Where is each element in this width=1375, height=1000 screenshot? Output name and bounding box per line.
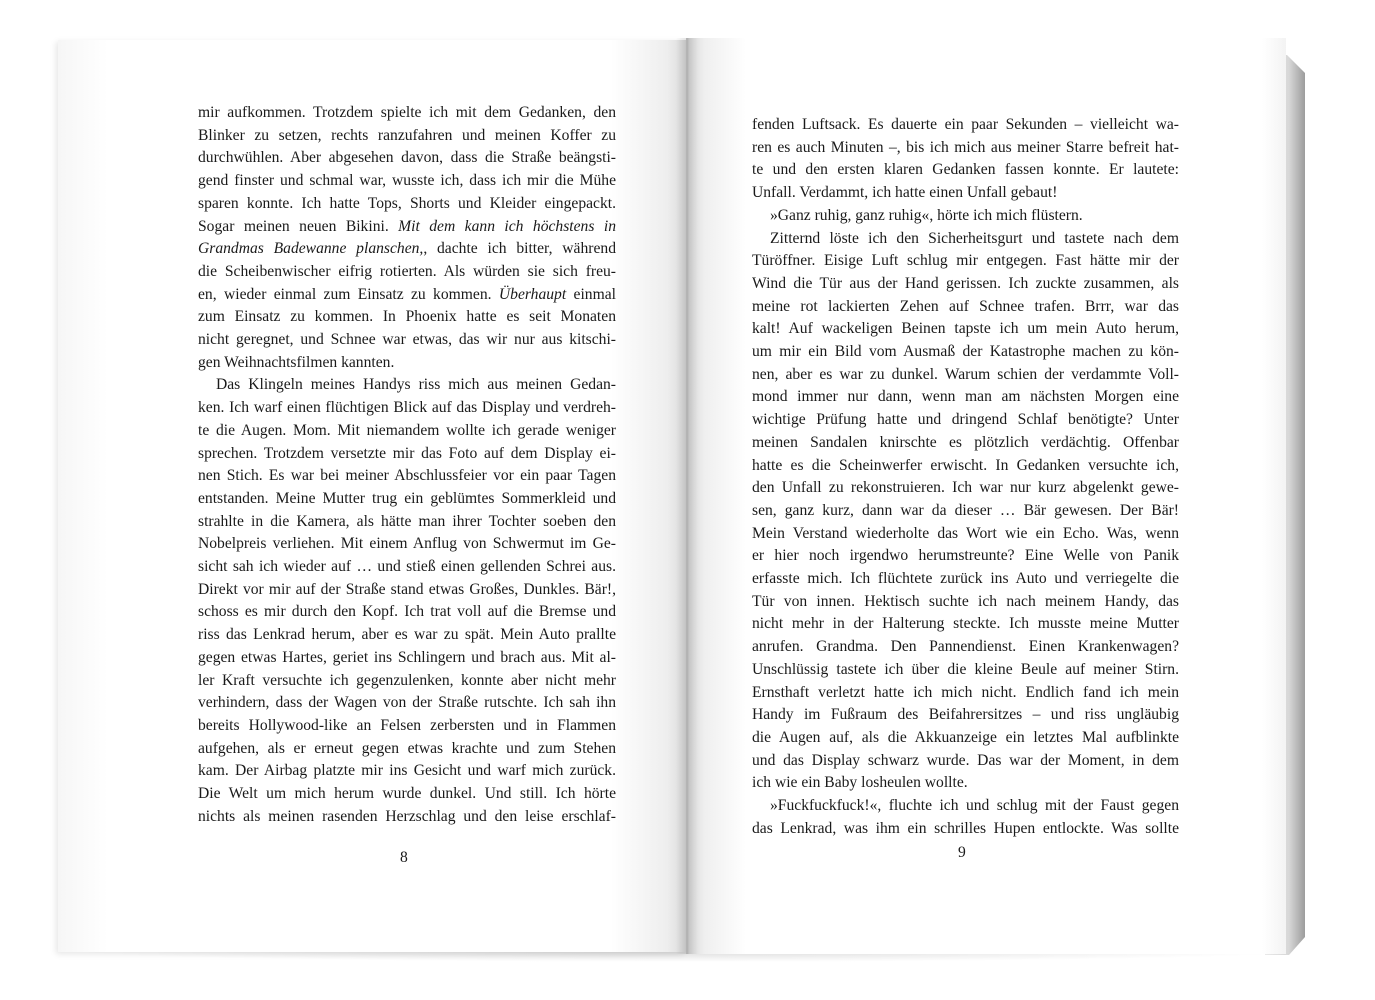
text-line: mir aufkommen. Trotzdem spielte ich mit dem Gedanken, den — [198, 104, 616, 121]
text-line: hatte es die Scheinwerfer erwischt. In Gedanken versuchte ich, — [752, 456, 1179, 474]
text-segment: , dachte ich bitter, während — [423, 240, 616, 258]
text-line: und das Display schwarz wurde. Das war der Moment, in dem — [752, 751, 1179, 769]
text-line: wichtige Prüfung hatte und dringend Schlaf benötigte? Unter — [752, 411, 1179, 429]
text-line: te die Augen. Mom. Mit niemandem wollte ich gerade weniger — [198, 421, 616, 439]
text-line: te und den ersten klaren Gedanken fassen konnte. Er lautete: — [752, 161, 1179, 179]
text-line: erfasste mich. Ich flüchtete zurück ins Auto und verriegelte die — [752, 570, 1179, 588]
text-line: ler Kraft versuchte ich gegenzulenken, konnte aber nicht mehr — [198, 671, 616, 689]
italic-text: Mit dem kann ich höchstens in — [398, 217, 616, 235]
text-line: nicht mehr in der Halterung steckte. Ich musste meine Mutter — [752, 615, 1179, 633]
text-line: Zitternd löste ich den Sicherheitsgurt und tastete nach dem — [770, 229, 1179, 247]
text-line: »Ganz ruhig, ganz ruhig«, hörte ich mich flüstern. — [770, 206, 1083, 224]
text-line: Das Klingeln meines Handys riss mich aus meinen Gedan- — [216, 376, 616, 394]
book-gutter — [676, 38, 698, 954]
text-line: ken. Ich warf einen flüchtigen Blick auf das Display und verdreh- — [198, 399, 616, 417]
text-line: Wind die Tür aus der Hand gerissen. Ich zuckte zusammen, als — [752, 274, 1179, 292]
text-line — [198, 284, 616, 307]
text-line: gen Weihnachtsfilmen kannten. — [198, 353, 395, 371]
text-line: schoss es mir durch den Kopf. Ich trat voll auf die Bremse und — [198, 603, 616, 621]
text-line: Die Welt um mich herum wurde dunkel. Und still. Ich hörte — [198, 785, 616, 803]
text-line: mond immer nur dann, wenn man am nächsten Morgen eine — [752, 388, 1179, 406]
text-line: entstanden. Meine Mutter trug ein geblümtes Sommerkleid und — [198, 489, 616, 507]
text-line: sicht sah ich wieder auf … und stieß einen gellenden Schrei aus. — [198, 558, 616, 576]
text-line: sprechen. Trotzdem versetzte mir das Foto auf dem Display ei- — [198, 444, 616, 462]
text-line: kam. Der Airbag platzte mir ins Gesicht und warf mich zurück. — [198, 762, 616, 780]
page-number-right: 9 — [958, 844, 966, 861]
text-line: sen, ganz kurz, dann war da dieser … Bär gewesen. Der Bär! — [752, 501, 1179, 519]
text-line: Türöffner. Eisige Luft schlug mir entgegen. Fast hätte mir der — [752, 252, 1179, 270]
text-line: gend finster und schmal war, wusste ich, dass ich mir die Mühe — [198, 172, 616, 190]
text-line — [198, 238, 616, 261]
text-line: durchwühlen. Aber abgesehen davon, dass die Straße beängsti- — [198, 149, 616, 167]
text-line: Mein Verstand wiederholte das Wort wie ein Echo. Was, wenn — [752, 524, 1179, 542]
text-line: Unfall. Verdammt, ich hatte einen Unfall gebaut! — [752, 184, 1058, 202]
text-line: fenden Luftsack. Es dauerte ein paar Sekunden – vielleicht wa- — [752, 116, 1179, 133]
text-line: aufgehen, als er erneut gegen etwas krachte und zum Stehen — [198, 739, 616, 757]
italic-text: Überhaupt — [498, 285, 567, 303]
left-page-text — [198, 102, 616, 829]
text-line: um mir ein Bild vom Ausmaß der Katastrophe machen zu kön- — [752, 343, 1179, 361]
right-page-text — [752, 114, 1179, 841]
text-line: nen Stich. Es war bei meiner Abschlussfeier vor ein paar Tagen — [198, 467, 616, 485]
text-segment: Sogar meinen neuen Bikini. — [198, 217, 389, 235]
text-line: meinen Sandalen knirschte es plötzlich verdächtig. Offenbar — [752, 433, 1179, 451]
text-line: nicht geregnet, und Schnee war etwas, das wir nur aus kitschi- — [198, 331, 616, 349]
text-line: nichts als meinen rasenden Herzschlag und den leise erschlaf- — [198, 807, 616, 825]
text-line: Ernsthaft verletzt hatte ich mich nicht. Endlich fand ich mein — [752, 683, 1179, 701]
text-line: »Fuckfuckfuck!«, fluchte ich und schlug mit der Faust gegen — [770, 797, 1179, 815]
page-number-left: 8 — [400, 849, 408, 866]
text-line: strahlte in die Kamera, als hätte man ihrer Tochter soeben den — [198, 512, 616, 530]
text-segment: en, wieder einmal zum Einsatz zu kommen. — [198, 285, 492, 303]
text-line: verhindern, dass der Wagen von der Straße rutschte. Ich sah ihn — [198, 694, 616, 712]
text-line: Direkt vor mir auf der Straße stand etwas Großes, Dunkles. Bär!, — [198, 580, 616, 598]
text-line: bereits Hollywood-like an Felsen zerbersten und in Flammen — [198, 716, 616, 734]
text-line: gegen etwas Hartes, geriet ins Schlingern und brach aus. Mit al- — [198, 648, 616, 666]
italic-text: Grandmas Badewanne planschen, — [198, 240, 424, 258]
text-line: die Scheibenwischer eifrig rotierten. Als würden sie sich freu- — [198, 262, 616, 280]
text-line: die Augen auf, als die Akkuanzeige ein letztes Mal aufblinkte — [752, 728, 1179, 746]
text-line — [198, 216, 616, 239]
text-line: kalt! Auf wackeligen Beinen tapste ich um mein Auto herum, — [752, 320, 1179, 338]
text-line: das Lenkrad, was ihm ein schrilles Hupen entlockte. Was sollte — [752, 819, 1179, 837]
text-line: ich wie ein Baby losheulen wollte. — [752, 774, 968, 792]
text-line: ren es auch Minuten –, bis ich mich aus meiner Starre befreit hat- — [752, 138, 1179, 156]
text-line: zum Einsatz zu kommen. In Phoenix hatte es seit Monaten — [198, 308, 616, 326]
text-line: Tür von innen. Hektisch suchte ich nach meinem Handy, das — [752, 592, 1179, 610]
text-line: anrufen. Grandma. Den Pannendienst. Einen Krankenwagen? — [752, 638, 1179, 656]
text-line: Blinker zu setzen, rechts ranzufahren und meinen Koffer zu — [198, 126, 616, 144]
text-segment: einmal — [573, 285, 616, 303]
text-line: Nobelpreis verliehen. Mit einem Anflug von Schwermut im Ge- — [198, 535, 616, 553]
text-line: riss das Lenkrad herum, aber es war zu spät. Mein Auto prallte — [198, 626, 616, 644]
text-line: Handy im Fußraum des Beifahrersitzes – und riss ungläubig — [752, 706, 1179, 724]
text-line: sparen konnte. Ich hatte Tops, Shorts und Kleider eingepackt. — [198, 194, 616, 212]
text-line: er hier noch irgendwo herumstreunte? Eine Welle von Panik — [752, 547, 1179, 565]
text-line: den Unfall zu rekonstruieren. Ich war nur kurz abgelenkt gewe- — [752, 479, 1179, 497]
text-line: Unschlüssig tastete ich über die kleine Beule auf meiner Stirn. — [752, 660, 1179, 678]
text-line: nen, aber es war zu dunkel. Warum schien der verdammte Voll- — [752, 365, 1179, 383]
text-line: meine rot lackierten Zehen auf Schnee trafen. Brrr, war das — [752, 297, 1179, 315]
